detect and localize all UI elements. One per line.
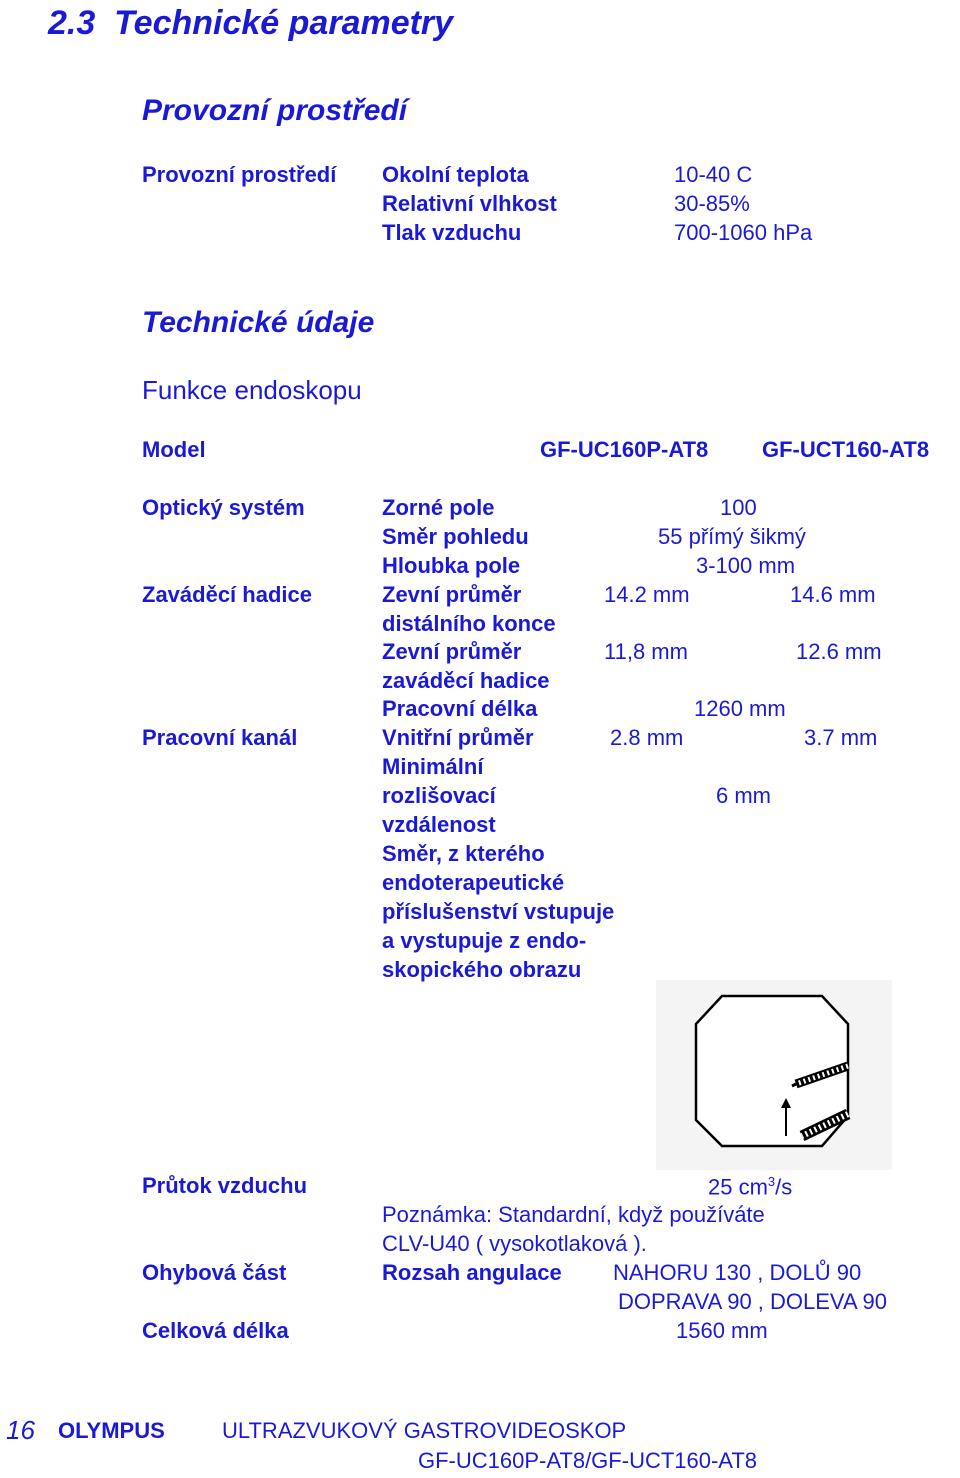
environment-label: Provozní prostředí [142,162,337,187]
airflow-label: Průtok vzduchu [142,1173,308,1198]
min-distance-line2: rozlišovací [382,783,496,808]
inner-diameter-value-2: 3.7 mm [804,725,878,750]
direction-line5: skopického obrazu [382,957,582,982]
distal-diameter-value-1: 14.2 mm [604,582,690,607]
airflow-value-suffix: /s [775,1174,793,1200]
airflow-note-line2: CLV-U40 ( vysokotlaková ). [382,1231,647,1256]
total-length-value: 1560 mm [676,1318,768,1343]
product-models: GF-UC160P-AT8/GF-UCT160-AT8 [418,1448,758,1473]
working-length-value: 1260 mm [694,696,786,721]
tube-diameter-line2: zaváděcí hadice [382,668,550,693]
tube-diameter-line1: Zevní průměr [382,639,522,664]
inner-diameter-param: Vnitřní průměr [382,725,534,750]
total-length-label: Celková délka [142,1318,289,1343]
angulation-line2: DOPRAVA 90 , DOLEVA 90 [618,1289,888,1314]
direction-value: 55 přímý šikmý [658,524,806,549]
optical-label: Optický systém [142,495,305,520]
section-number: 2.3 [48,4,96,42]
field-of-view-value: 100 [720,495,757,520]
environment-heading: Provozní prostředí [142,94,408,127]
min-distance-value: 6 mm [716,783,771,808]
endoscopic-image-diagram [656,980,892,1170]
section-title [48,6,453,40]
airflow-value [708,1175,792,1198]
angulation-line1: NAHORU 130 , DOLŮ 90 [613,1260,862,1285]
inner-diameter-value-1: 2.8 mm [610,725,684,750]
env-param-pressure: Tlak vzduchu [382,220,522,245]
direction-line4: a vystupuje z endo- [382,928,587,953]
section-title-text: Technické parametry [114,4,454,42]
working-length-param: Pracovní délka [382,696,538,721]
distal-diameter-line1: Zevní průměr [382,582,522,607]
tube-diameter-value-2: 12.6 mm [796,639,882,664]
tube-diameter-value-1: 11,8 mm [604,639,688,664]
model-2: GF-UCT160-AT8 [762,437,930,462]
angulation-param: Rozsah angulace [382,1260,562,1285]
min-distance-line1: Minimální [382,754,484,779]
env-value-pressure: 700-1060 hPa [674,220,813,245]
depth-value: 3-100 mm [696,553,796,578]
brand-name: OLYMPUS [58,1418,165,1443]
product-name: ULTRAZVUKOVÝ GASTROVIDEOSKOP [222,1418,627,1443]
channel-label: Pracovní kanál [142,725,298,750]
airflow-note-line1: Poznámka: Standardní, když používáte [382,1202,765,1227]
bending-label: Ohybová část [142,1260,287,1285]
distal-diameter-line2: distálního konce [382,611,556,636]
insertion-label: Zaváděcí hadice [142,582,312,607]
direction-param: Směr pohledu [382,524,529,549]
direction-line1: Směr, z kterého [382,841,545,866]
model-label: Model [142,437,206,462]
env-value-temperature: 10-40 C [674,162,753,187]
field-of-view-param: Zorné pole [382,495,495,520]
env-param-humidity: Relativní vlhkost [382,191,557,216]
distal-diameter-value-2: 14.6 mm [790,582,876,607]
page-number: 16 [6,1415,35,1445]
direction-line3: příslušenství vstupuje [382,899,615,924]
direction-line2: endoterapeutické [382,870,565,895]
model-1: GF-UC160P-AT8 [540,437,709,462]
airflow-value-prefix: 25 cm [708,1174,768,1200]
depth-param: Hloubka pole [382,553,521,578]
tech-subheading: Funkce endoskopu [142,375,362,405]
octagon-image-figure [656,980,892,1170]
tech-heading: Technické údaje [142,306,375,339]
airflow-value-sup: 3 [767,1174,776,1189]
min-distance-line3: vzdálenost [382,812,496,837]
env-value-humidity: 30-85% [674,191,750,216]
env-param-temperature: Okolní teplota [382,162,529,187]
